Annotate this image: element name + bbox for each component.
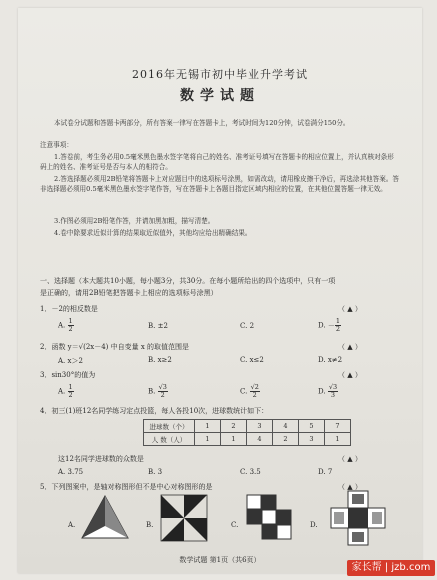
notes-label: 注意事项： [40, 141, 73, 149]
q4-stem: 4．初三(1)班12名同学练习定点投篮，每人各投10次，进球数统计如下： [40, 407, 269, 415]
q3-option-c: C. $\frac{√2}{2}$ [240, 383, 259, 399]
watermark-logo: 家长帮 | jzb.com [347, 560, 435, 576]
q1-option-d: D. － $\frac{1}{2}$ [318, 317, 340, 333]
q5-answer-mark: （ ▲ ） [338, 483, 362, 491]
table-cell: 2 [221, 420, 247, 433]
q3-option-d: D. $\frac{√3}{3}$ [318, 383, 338, 399]
q4-option-b: B. 3 [148, 468, 163, 476]
note-3: 3.作图必须用2B铅笔作答，并请加黑加粗，描写清楚。 [54, 217, 215, 225]
table-cell: 1 [221, 433, 247, 446]
q5-figure-c-squares [246, 494, 292, 542]
q4-option-d: D. 7 [318, 468, 333, 476]
q4-option-c: C. 3.5 [240, 468, 261, 476]
exam-page [18, 8, 422, 573]
q1-answer-mark: （ ▲ ） [338, 305, 362, 313]
intro-text: 本试卷分试题和答题卡两部分，所有答案一律写在答题卡上，考试时间为120分钟，试卷满分150分。 [54, 119, 350, 127]
q5-label-a: A. [68, 521, 76, 529]
table-cell: 5 [299, 420, 325, 433]
q2-option-b: B. x≥2 [148, 356, 172, 364]
section-header-line1: 一、选择题（本大题共10小题，每小题3分，共30分。在每小题所给出的四个选项中，只有一项 [40, 277, 336, 285]
q2-stem: 2．函数 y＝√(2x－4) 中自变量 x 的取值范围是 [40, 343, 190, 351]
table-cell: 2 [273, 433, 299, 446]
q1-stem: 1．－2的相反数是 [40, 305, 98, 313]
section-header-line2: 是正确的，请用2B铅笔把答题卡上相应的选项标号涂黑） [40, 289, 218, 297]
note-1: 1.答卷前，考生务必用0.5毫米黑色墨水签字笔将自己的姓名、准考证号填写在答题卡的相应位置上，并认真核对条形码上的姓名、准考证号是否与本人的相符合。 [40, 153, 394, 171]
subject-title: 数学试题 [180, 88, 260, 104]
q5-figure-d-cross [330, 490, 386, 546]
q5-label-b: B. [146, 521, 154, 529]
table-row1-label: 进球数（个） [144, 420, 195, 433]
table-cell: 1 [325, 433, 351, 446]
table-cell: 4 [273, 420, 299, 433]
table-cell: 7 [325, 420, 351, 433]
q5-figure-a-triangle [80, 494, 130, 542]
q5-label-c: C. [231, 521, 239, 529]
q4-follow: 这12名同学进球数的众数是 [58, 455, 144, 463]
note-4: 4.卷中除要求近似计算的结果取近似值外，其他均应给出精确结果。 [54, 229, 252, 237]
q1-option-b: B. ±2 [148, 322, 168, 330]
table-cell: 3 [299, 433, 325, 446]
q2-option-d: D. x≠2 [318, 356, 343, 364]
q5-figure-b-pinwheel [160, 494, 208, 542]
q3-option-a: A. $\frac{1}{2}$ [58, 383, 73, 399]
table-cell: 3 [247, 420, 273, 433]
q2-answer-mark: （ ▲ ） [338, 343, 362, 351]
q1-a-value: $\frac{1}{2}$ [68, 317, 73, 333]
q4-option-a: A. 3.75 [58, 468, 84, 476]
table-row2-label: 人 数（人） [144, 433, 195, 446]
q4-frequency-table [143, 419, 351, 446]
q3-stem: 3．sin30°的值为 [40, 371, 96, 379]
q1-option-a: A. $\frac{1}{2}$ [58, 317, 73, 333]
page-footer: 数学试题 第1页（共6页） [179, 556, 261, 564]
table-cell: 1 [195, 433, 221, 446]
q5-stem: 5．下列图案中，是轴对称图形但不是中心对称图形的是 [40, 483, 213, 491]
q2-option-c: C. x≤2 [240, 356, 264, 364]
table-cell: 1 [195, 420, 221, 433]
q2-option-a: A. x＞2 [58, 357, 83, 365]
exam-title: 2016年无锡市初中毕业升学考试 [132, 68, 308, 81]
note-2: 2.答选择题必须用2B铅笔将答题卡上对应题目中的选项标号涂黑，如需改动，请用橡皮擦干净后，再选涂其他答案。答非选择题必须用0.5毫米黑色墨水签字笔作答，写在答题卡上各题目指定区域内相应的位置，在其他位置答题一律无效。 [40, 175, 400, 193]
q4-answer-mark: （ ▲ ） [338, 455, 362, 463]
q3-option-b: B. $\frac{√3}{2}$ [148, 383, 167, 399]
q1-option-c: C. 2 [240, 322, 255, 330]
q5-label-d: D. [310, 521, 318, 529]
q3-answer-mark: （ ▲ ） [338, 371, 362, 379]
table-cell: 4 [247, 433, 273, 446]
